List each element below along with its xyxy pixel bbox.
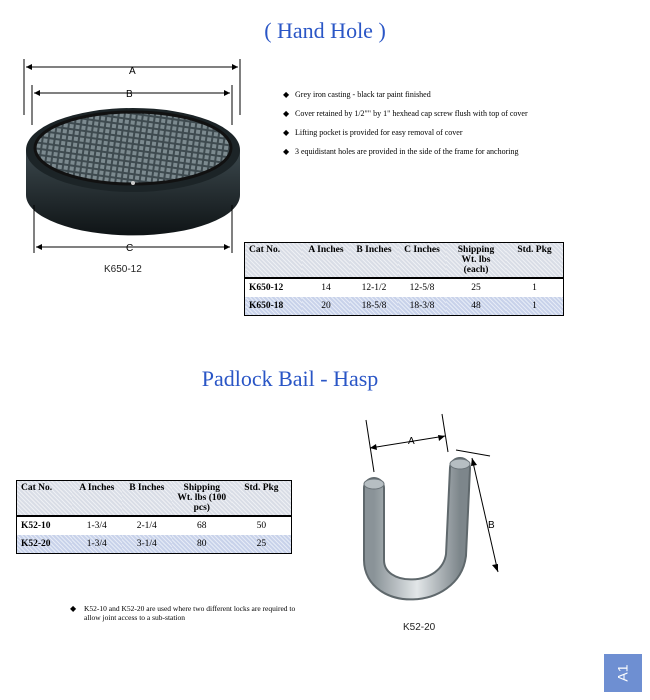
padlock-title: Padlock Bail - Hasp	[201, 366, 379, 391]
col-header: A Inches	[302, 243, 350, 279]
padlock-note: ◆ K52-10 and K52-20 are used where two different locks are required to allow joint access to a sub-station	[70, 604, 296, 622]
table-header-row	[17, 481, 292, 517]
padlock-caption: K52-20	[403, 622, 436, 633]
col-header: Shipping Wt. lbs (each)	[446, 243, 506, 279]
diamond-bullet-icon: ◆	[283, 90, 290, 99]
table-header-row	[245, 243, 564, 279]
col-header: C Inches	[398, 243, 446, 279]
col-header: B Inches	[350, 243, 398, 279]
col-header: B Inches	[122, 481, 172, 517]
table-row: K650-12 14 12-1/2 12-5/8 25 1	[249, 283, 537, 293]
diamond-bullet-icon: ◆	[70, 604, 77, 613]
dimension-a-label: A	[129, 66, 136, 77]
hand-hole-illustration	[18, 55, 250, 265]
hand-hole-features	[283, 90, 623, 166]
hand-hole-spec-table	[244, 242, 564, 316]
dimension-c-label: C	[126, 243, 134, 254]
table-row: K52-20 1-3/4 3-1/4 80 25	[17, 535, 292, 554]
col-header: A Inches	[72, 481, 122, 517]
padlock-spec-table	[16, 480, 292, 554]
dimension-b-label: B	[488, 520, 495, 531]
page-number-badge: A1	[604, 654, 642, 692]
dimension-a-label: A	[408, 436, 415, 447]
table-row: K650-18 20 18-5/8 18-3/8 48 1	[245, 297, 564, 316]
diamond-bullet-icon: ◆	[283, 128, 290, 137]
col-header: Std. Pkg	[232, 481, 292, 517]
col-header: Cat No.	[17, 481, 72, 517]
diamond-bullet-icon: ◆	[283, 109, 290, 118]
feature-item: ◆ Cover retained by 1/2"" by 1" hexhead cap screw flush with top of cover	[283, 109, 528, 118]
feature-item: ◆ 3 equidistant holes are provided in the side of the frame for anchoring	[283, 147, 519, 156]
col-header: Std. Pkg	[506, 243, 564, 279]
diamond-bullet-icon: ◆	[283, 147, 290, 156]
feature-item: ◆ Lifting pocket is provided for easy removal of cover	[283, 128, 463, 137]
hand-hole-caption: K650-12	[104, 264, 142, 275]
dimension-b-label: B	[126, 89, 133, 100]
table-row: K52-10 1-3/4 2-1/4 68 50	[21, 521, 267, 531]
col-header: Shipping Wt. lbs (100 pcs)	[172, 481, 232, 517]
hand-hole-title: ( Hand Hole )	[264, 18, 386, 43]
col-header: Cat No.	[245, 243, 302, 279]
feature-item: ◆ Grey iron casting - black tar paint finished	[283, 90, 431, 99]
padlock-bail-illustration	[348, 410, 508, 620]
